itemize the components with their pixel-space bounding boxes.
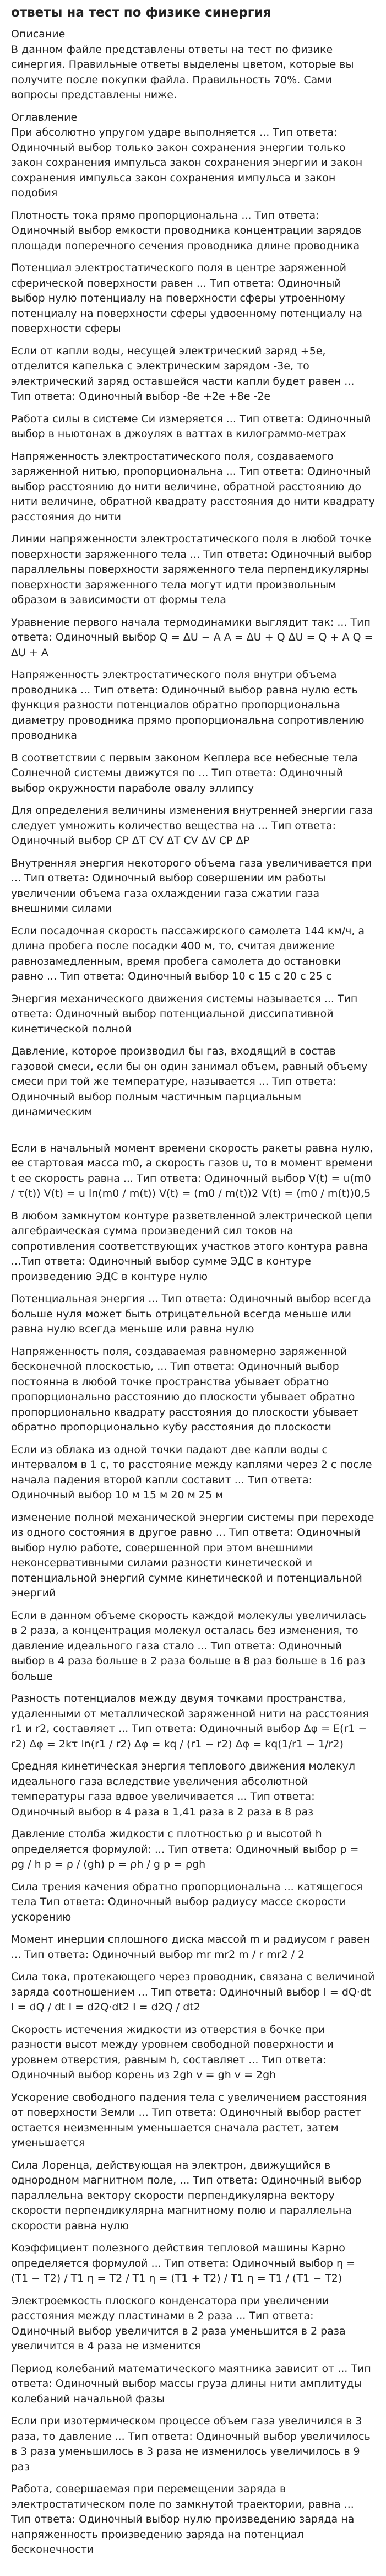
question-item: Потенциальная энергия ... Тип ответа: Одиночный выбор всегда больше нуля может быть отрицательной всегда меньше или равна нулю всегда меньше или равна нулю (11, 1293, 371, 1335)
question-item: Давление столба жидкости с плотностью ρ и высотой h определяется формулой: ... Тип ответа: Одиночный выбор p = ρg / h p = ρ / (gh) p = ρh / g p = ρgh (11, 1828, 359, 1870)
toc-heading: Оглавление (11, 111, 78, 123)
question-item: изменение полной механической энергии системы при переходе из одного состояния в другое равно ... Тип ответа: Одиночный выбор нулю работе, совершенной при этом внешними неконсервативными силами разности кинетической и потенциальной энергий сумме кинетической и потенциальной энергий (11, 1511, 374, 1599)
question-item: В соответствии с первым законом Кеплера все небесные тела Солнечной системы движутся по ... Тип ответа: Одиночный выбор окружности параболе овалу эллипсу (11, 751, 358, 794)
question-item: Электроемкость плоского конденсатора при увеличении расстояния между пластинами в 2 раза ... Тип ответа: Одиночный выбор увеличится в 2 раза уменьшится в 2 раза увеличится в 4 раза не изменится (11, 2294, 346, 2352)
question-item: Скорость истечения жидкости из отверстия в бочке при разности высот между уровнем свободной поверхности и уровнем отверстия, равным h, составляет ... Тип ответа: Одиночный выбор корень из 2gh v = gh v = 2gh (11, 2023, 334, 2081)
question-item: Если от капли воды, несущей электрический заряд +5е, отделится капелька с электрическим зарядом -3е, то электрический заряд оставшейся части капли будет равен ... Тип ответа: Одиночный выбор -8е +2е +8е -2е (11, 345, 355, 402)
question-item: Если из облака из одной точки падают две капли воды с интервалом в 1 с, то расстояние между каплями через 2 с после начала падения второй капли составит ... Тип ответа: Одиночный выбор 10 м 15 м 20 м 25 м (11, 1443, 372, 1501)
question-item: Если при изотермическом процессе объем газа увеличился в 3 раза, то давление ... Тип ответа: Одиночный выбор увеличилось в 3 раза уменьшилось в 3 раза не изменилось увеличилось в 9 раз (11, 2415, 371, 2473)
question-item: Внутренняя энергия некоторого объема газа увеличивается при ... Тип ответа: Одиночный выбор совершении им работы увеличении объема газа охлаждении газа сжатии газа внешними силами (11, 857, 372, 915)
question-item: Напряженность поля, создаваемая равномерно заряженной бесконечной плоскостью, ... Тип ответа: Одиночный выбор постоянна в любой точке пространства убывает обратно пропорционально расстоянию до плоскости убывает обратно пропорционально квадрату расстояния до плоскости убывает обратно пропорционально кубу расстояния до плоскости (11, 1345, 359, 1433)
question-item: Если в начальный момент времени скорость ракеты равна нулю, ее стартовая масса m0, а скорость газов u, то в момент времени t ее скорость равна ... Тип ответа: Одиночный выбор V(t) = u(m0 / τ(t)) V(t) = u ln(m0 / m(t)) V(t) = (m0 / m(t))2 V(t) = (m0 / m(t))0,5 (11, 1142, 373, 1200)
question-item: Если посадочная скорость пассажирского самолета 144 км/ч, а длина пробега после посадки 400 м, то, считая движение равнозамедленным, время пробега самолета до остановки равно ... Тип ответа: Одиночный выбор 10 с 15 с 20 с 25 с (11, 924, 365, 982)
question-item: Работа, совершаемая при перемещении заряда в электростатическом поле по замкнутой траектории, равна ... Тип ответа: Одиночный выбор нулю произведению заряда на напряженность произведению заряда на потенциал бесконечности (11, 2483, 355, 2556)
description-heading: Описание (11, 28, 66, 40)
question-item: Средняя кинетическая энергия теплового движения молекул идеального газа вследствие увеличения абсолютной температуры газа вдвое увеличивается ... Тип ответа: Одиночный выбор в 4 раза в 1,41 раза в 2 раза в 8 раз (11, 1760, 355, 1818)
question-item: Напряженность электростатического поля внутри объема проводника ... Тип ответа: Одиночный выбор равна нулю есть функция разности потенциалов обратно пропорциональна диаметру проводника прямо пропорциональна сопротивлению проводника (11, 669, 365, 741)
question-item: Сила трения качения обратно пропорциональна ... катящегося тела Тип ответа: Одиночный выбор радиусу массе скорости ускорению (11, 1880, 363, 1923)
question-item: Период колебаний математического маятника зависит от ... Тип ответа: Одиночный выбор массы груза длины нити амплитуды колебаний начальной фазы (11, 2362, 371, 2405)
description-paragraph: В данном файле представлены ответы на тест по физике синергия. Правильные ответы выделены цветом, которые вы получите после покупки файла. Правильность 70%. Сами вопросы представлены ниже. (11, 43, 354, 101)
question-item: Если в данном объеме скорость каждой молекулы увеличилась в 2 раза, а концентрация молекул осталась без изменения, то давление идеального газа стало ... Тип ответа: Одиночный выбор в 4 раза больше в 2 раза больше в 8 раз больше в 16 раз больше (11, 1609, 367, 1682)
question-item: Плотность тока прямо пропорциональна ... Тип ответа: Одиночный выбор емкости проводника концентрации зарядов площади поперечного сечения проводника длине проводника (11, 209, 362, 252)
question-item: В любом замкнутом контуре разветвленной электрической цепи алгебраическая сумма произведений сил токов на сопротивления соответствующих участков этого контура равна ...Тип ответа: Одиночный выбор сумме ЭДС в контуре произведению ЭДС в контуре нулю (11, 1209, 372, 1283)
question-item: Потенциал электростатического поля в центре заряженной сферической поверхности равен ... Тип ответа: Одиночный выбор нулю потенциалу на поверхности сферы утроенному потенциалу на поверхности сферы удвоенному потенциалу на поверхности сферы (11, 262, 362, 335)
question-item: При абсолютно упругом ударе выполняется ... Тип ответа: Одиночный выбор только закон сохранения энергии только закон сохранения импульса закон сохранения энергии и закон сохранения импульса закон сохранения импульса и закон подобия (11, 126, 363, 199)
question-item: Давление, которое производил бы газ, входящий в состав газовой смеси, если бы он один занимал объем, равный объему смеси при той же температуре, называется ... Тип ответа: Одиночный выбор полным частичным парциальным динамическим (11, 1045, 368, 1118)
question-item: Для определения величины изменения внутренней энергии газа следует умножить количество вещества на ... Тип ответа: Одиночный выбор CP ΔT CV ΔT CV ΔV CP ΔP (11, 804, 373, 847)
question-item: Линии напряженности электростатического поля в любой точке поверхности заряженного тела ... Тип ответа: Одиночный выбор параллельны поверхности заряженного тела перпендикулярны поверхности заряженного тела могут идти произвольным образом в зависимости от формы тела (11, 533, 372, 606)
question-item: Сила Лоренца, действующая на электрон, движущийся в однородном магнитном поле, ... Тип ответа: Одиночный выбор параллельна вектору скорости перпендикулярна вектору скорости перпендикулярна магнитному полю и параллельна скорости равна нулю (11, 2159, 362, 2232)
questions-list (11, 125, 375, 2558)
blank-line (11, 1127, 375, 1141)
question-item: Работа силы в системе Си измеряется ... Тип ответа: Одиночный выбор в ньютонах в джоулях в ваттах в килограммо-метрах (11, 412, 371, 440)
question-item: Ускорение свободного падения тела с увеличением расстояния от поверхности Земли ... Тип ответа: Одиночный выбор растет остается неизменным уменьшается сначала растет, затем уменьшается (11, 2091, 367, 2149)
question-item: Разность потенциалов между двумя точками пространства, удаленными от металлической заряженной нити на расстояния r1 и r2, составляет ... Тип ответа: Одиночный выбор Δφ = E(r1 − r2) Δφ = 2kτ ln(r1 / r2) Δφ = kq / (r1 − r2) Δφ = kq(1/r1 − 1/r2) (11, 1692, 369, 1750)
question-item: Энергия механического движения системы называется ... Тип ответа: Одиночный выбор потенциальной диссипативной кинетической полной (11, 992, 358, 1035)
question-item: Напряженность электростатического поля, создаваемого заряженной нитью, пропорциональна ... Тип ответа: Одиночный выбор расстоянию до нити величине, обратной расстоянию до нити величине, обратной квадрату расстояния до нити квадрату расстояния до нити (11, 450, 375, 523)
page-title: ответы на тест по физике синергия (11, 6, 271, 20)
question-item: Уравнение первого начала термодинамики выглядит так: ... Тип ответа: Одиночный выбор Q = ΔU − A A = ΔU + Q ΔU = Q + A Q = ΔU + A (11, 616, 373, 659)
question-item: Момент инерции сплошного диска массой m и радиусом r равен ... Тип ответа: Одиночный выбор mr mr2 m / r mr2 / 2 (11, 1933, 371, 1961)
question-item: Коэффициент полезного действия тепловой машины Карно определяется формулой ... Тип ответа: Одиночный выбор η = (T1 − T2) / T1 η = T2 / T1 η = (T1 + T2) / T1 η = T1 / (T1 − T2) (11, 2242, 356, 2284)
question-item: Сила тока, протекающего через проводник, связана с величиной заряда соотношением ... Тип ответа: Одиночный выбор I = dQ·dt I = dQ / dt I = d2Q·dt2 I = d2Q / dt2 (11, 1971, 375, 2013)
